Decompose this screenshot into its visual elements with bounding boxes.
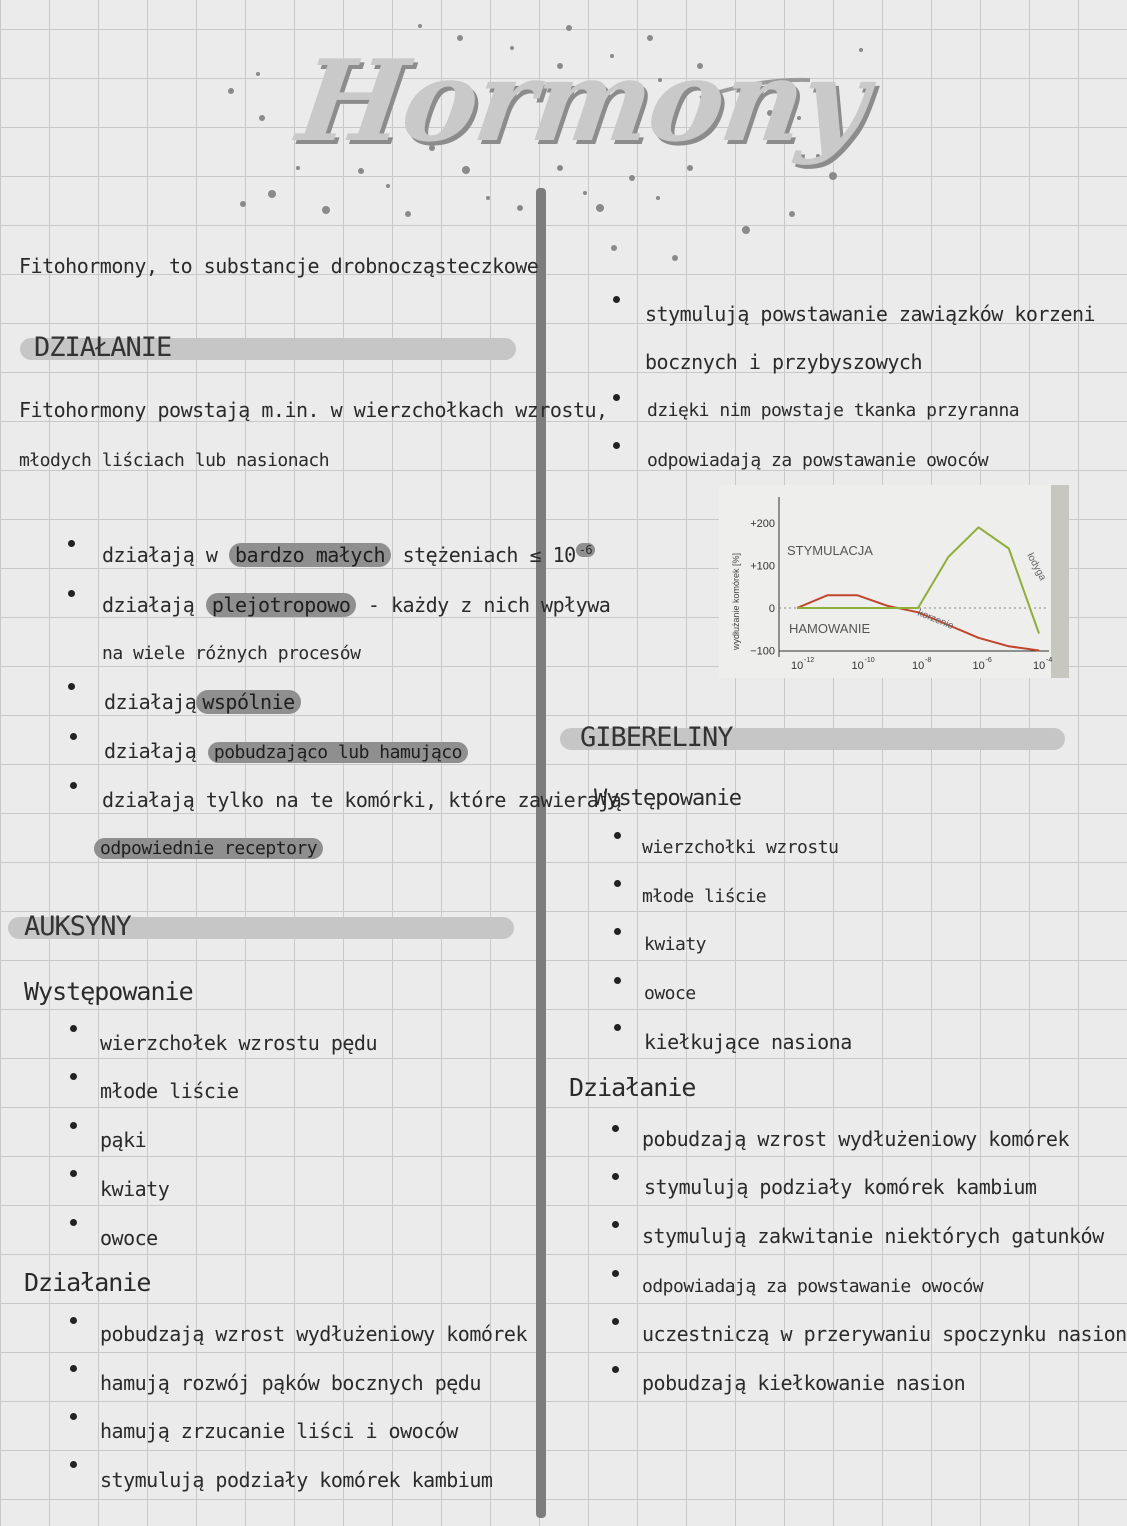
bullet: [70, 733, 77, 740]
dzialanie-bullet-5: działają tylko na te komórki, które zawierają: [102, 788, 622, 812]
x-tick-label: 10: [912, 660, 925, 672]
bullet: [68, 540, 75, 547]
bullet: [613, 296, 620, 303]
dzialanie-line2: młodych liściach lub nasionach: [19, 450, 330, 471]
right-bullet-1: stymulują powstawanie zawiązków korzeni: [645, 302, 1096, 326]
bullet: [70, 1461, 77, 1468]
x-tick-exponent: -4: [1046, 657, 1053, 664]
gibereliny-wyst-item: wierzchołki wzrostu: [642, 837, 839, 858]
dzialanie-bullet-2: działają plejotropowo - każdy z nich wpływa: [102, 593, 611, 617]
y-tick-label: −100: [750, 645, 775, 658]
bullet: [70, 1073, 77, 1080]
gibereliny-wyst-item: kwiaty: [644, 934, 707, 955]
auksyny-wyst-item: owoce: [100, 1226, 158, 1250]
bullet: [612, 1173, 619, 1180]
bullet: [614, 832, 621, 839]
bullet: [614, 1024, 621, 1031]
gibereliny-dzial-item: uczestniczą w przerywaniu spoczynku nasion: [642, 1322, 1127, 1346]
x-tick-exponent: -6: [985, 657, 992, 664]
dzialanie-bullet-3: działają wspólnie: [104, 690, 301, 714]
bullet: [70, 1413, 77, 1420]
gibereliny-dzial-item: pobudzają kiełkowanie nasion: [642, 1371, 966, 1395]
bullet: [612, 1366, 619, 1373]
gibereliny-wyst-item: kiełkujące nasiona: [644, 1030, 852, 1054]
auksyny-dzial-title: Działanie: [24, 1268, 151, 1297]
x-tick-exponent: -12: [804, 657, 815, 664]
gibereliny-dzial-item: stymulują podziały komórek kambium: [644, 1175, 1037, 1199]
bullet: [614, 928, 621, 935]
bullet: [70, 782, 77, 789]
bullet: [614, 977, 621, 984]
auksyny-dzial-item: hamują rozwój pąków bocznych pędu: [100, 1371, 481, 1395]
gibereliny-dzial-title: Działanie: [569, 1073, 696, 1102]
bullet: [68, 590, 75, 597]
auksyny-wyst-item: wierzchołek wzrostu pędu: [100, 1031, 377, 1055]
bullet: [614, 880, 621, 887]
bullet: [70, 1122, 77, 1129]
gibereliny-dzial-item: stymulują zakwitanie niektórych gatunków: [642, 1224, 1104, 1248]
auksyny-wyst-item: kwiaty: [100, 1177, 170, 1201]
dzialanie-heading: DZIAŁANIE: [34, 332, 172, 363]
auksyny-wyst-item: pąki: [100, 1128, 147, 1152]
auksyny-dzial-item: pobudzają wzrost wydłużeniowy komórek: [100, 1322, 528, 1346]
dzialanie-line1: Fitohormony powstają m.in. w wierzchołkach wzrostu,: [19, 398, 608, 422]
auksyny-wyst-title: Występowanie: [24, 977, 193, 1006]
gibereliny-wyst-title: Występowanie: [594, 786, 741, 811]
bullet: [613, 442, 620, 449]
right-bullet-3: odpowiadają za powstawanie owoców: [647, 450, 989, 471]
column-divider: [536, 188, 546, 1518]
y-tick-label: 0: [768, 603, 775, 615]
bullet: [70, 1025, 77, 1032]
auksyny-heading: AUKSYNY: [24, 911, 131, 942]
bullet: [70, 1219, 77, 1226]
region-label-stymulacja: STYMULACJA: [787, 543, 873, 558]
gibereliny-wyst-item: owoce: [644, 983, 696, 1004]
dzialanie-bullet-5-cont: odpowiednie receptory: [94, 838, 323, 859]
bullet: [612, 1125, 619, 1132]
gibereliny-heading: GIBERELINY: [580, 722, 733, 753]
series-label-lodyga: łodyga: [1024, 551, 1048, 583]
auksyny-wyst-item: młode liście: [100, 1079, 239, 1103]
auksyny-dzial-item: hamują zrzucanie liści i owoców: [100, 1419, 458, 1443]
auksyny-dzial-item: stymulują podziały komórek kambium: [100, 1468, 493, 1492]
bullet: [613, 394, 620, 401]
y-tick-label: +200: [750, 518, 775, 530]
bullet: [68, 683, 75, 690]
series-label-korzenie: korzenie: [915, 607, 956, 632]
right-bullet-2: dzięki nim powstaje tkanka przyranna: [647, 400, 1020, 421]
region-label-hamowanie: HAMOWANIE: [789, 621, 871, 636]
y-axis-label: wydłużanie komórek [%]: [731, 552, 741, 650]
gibereliny-dzial-item: odpowiadają za powstawanie owoców: [642, 1276, 984, 1297]
intro-text: Fitohormony, to substancje drobnocząsteczkowe: [19, 254, 539, 278]
bullet: [70, 1170, 77, 1177]
bullet: [70, 1365, 77, 1372]
dzialanie-bullet-2-cont: na wiele różnych procesów: [102, 643, 361, 664]
x-tick-exponent: -8: [925, 657, 932, 664]
x-tick-label: 10: [1033, 660, 1046, 672]
x-tick-exponent: -10: [864, 657, 875, 664]
bullet: [612, 1270, 619, 1277]
bullet: [612, 1318, 619, 1325]
x-tick-label: 10: [972, 660, 985, 672]
hormone-response-chart: [719, 485, 1069, 678]
gibereliny-wyst-item: młode liście: [642, 886, 767, 907]
bullet: [70, 1317, 77, 1324]
x-tick-label: 10: [791, 660, 804, 672]
dzialanie-bullet-1: działają w bardzo małych stężeniach ≤ 10 $^{-6}$: [102, 543, 595, 567]
chart-svg: [719, 485, 1051, 678]
gibereliny-dzial-item: pobudzają wzrost wydłużeniowy komórek: [642, 1127, 1070, 1151]
x-tick-label: 10: [851, 660, 864, 672]
bullet: [612, 1221, 619, 1228]
right-bullet-1-cont: bocznych i przybyszowych: [645, 350, 922, 374]
page-title: Hormony: [290, 36, 875, 167]
dzialanie-bullet-4: działają pobudzająco lub hamująco: [104, 739, 468, 763]
y-tick-label: +100: [750, 560, 775, 573]
